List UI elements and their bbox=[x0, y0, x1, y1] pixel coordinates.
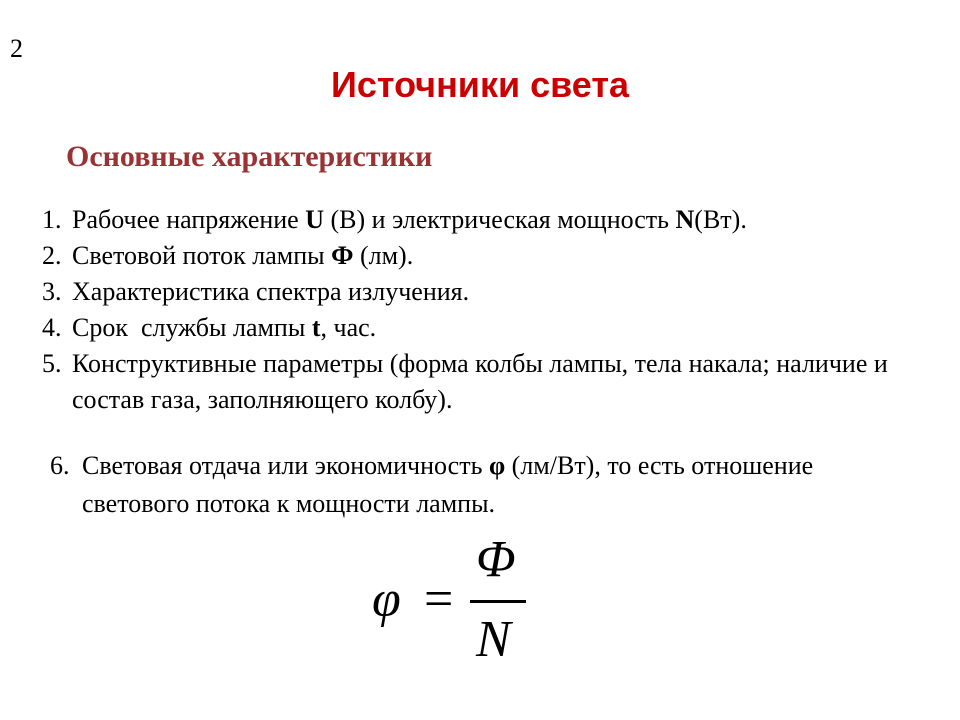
item-text: Срок службы лампы t, час. bbox=[72, 313, 377, 342]
item-text: Характеристика спектра излучения. bbox=[72, 277, 470, 306]
item-text: Световая отдача или экономичность φ (лм/Вт), то есть отношение светового потока к мощности лампы. bbox=[82, 451, 814, 518]
item-number: 6. bbox=[50, 451, 70, 480]
formula-denominator: N bbox=[476, 611, 511, 668]
formula-lhs: φ bbox=[372, 571, 401, 628]
item-number: 1. bbox=[42, 205, 62, 234]
list-item-6 bbox=[50, 447, 910, 523]
slide-subtitle: Основные характеристики bbox=[66, 140, 433, 173]
fraction-bar bbox=[470, 600, 526, 603]
item-number: 5. bbox=[42, 349, 62, 378]
list-item-4 bbox=[42, 310, 922, 346]
item-text: Световой поток лампы Ф (лм). bbox=[72, 241, 414, 270]
item-text: Рабочее напряжение U (В) и электрическая мощность N(Вт). bbox=[72, 205, 747, 234]
formula-equals: = bbox=[424, 571, 454, 628]
formula-numerator: Φ bbox=[476, 531, 516, 588]
characteristics-list bbox=[42, 202, 922, 418]
list-item-2 bbox=[42, 238, 922, 274]
list-item-3 bbox=[42, 274, 922, 310]
item-text: Конструктивные параметры (форма колбы лампы, тела накала; наличие и состав газа, заполняющего колбу). bbox=[72, 349, 888, 414]
page-number: 2 bbox=[10, 34, 23, 63]
item-number: 4. bbox=[42, 313, 62, 342]
efficacy-formula bbox=[372, 531, 542, 668]
item-number: 2. bbox=[42, 241, 62, 270]
slide-title: Источники света bbox=[331, 64, 629, 105]
item-number: 3. bbox=[42, 277, 62, 306]
list-item-5 bbox=[42, 346, 922, 418]
list-item-1 bbox=[42, 202, 922, 238]
